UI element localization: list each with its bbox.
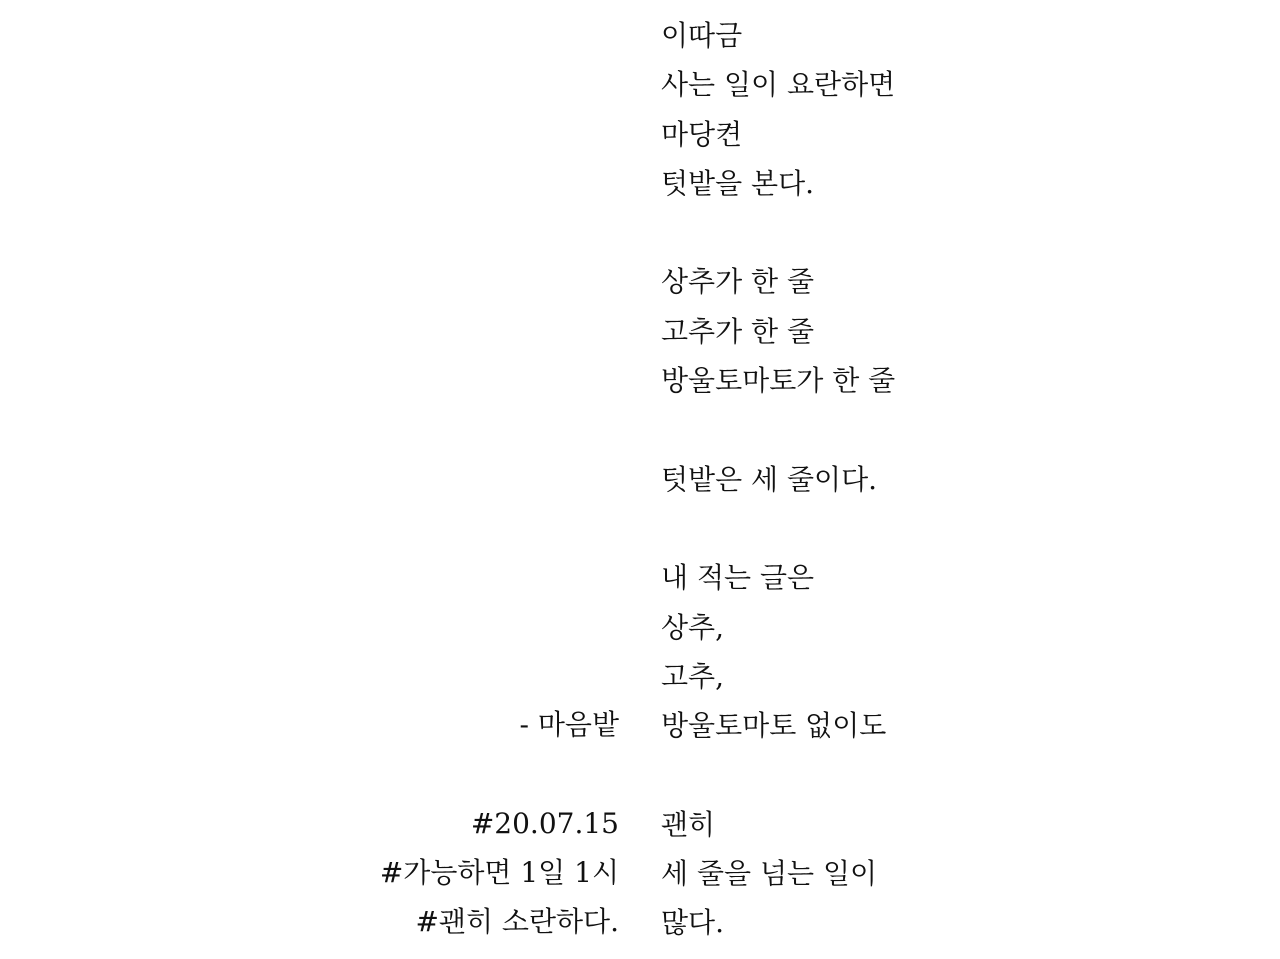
poem-line: 고추가 한 줄 (661, 314, 815, 348)
stanza-break (661, 750, 1221, 799)
meta-break (199, 749, 619, 798)
poem-line: 마당켠 (661, 117, 743, 151)
poem-line: 이따금 (661, 19, 743, 52)
poem-meta (199, 700, 619, 946)
poem-line: 괜히 (661, 807, 716, 841)
poem-hashtag: #가능하면 1일 1시 (379, 855, 619, 889)
poem-line: 고추, (661, 659, 724, 693)
poem-line: 방울토마토 없이도 (661, 709, 887, 743)
poem-date-tag: #20.07.15 (470, 806, 619, 840)
poem-line: 많다. (661, 906, 724, 940)
poem-line: 세 줄을 넘는 일이 (661, 857, 878, 891)
poem-line: 내 적는 글은 (661, 561, 815, 595)
poem-line: 상추가 한 줄 (661, 265, 815, 299)
poem-line: 상추, (661, 610, 724, 644)
stanza-break (661, 208, 1221, 257)
poem-hashtag: #괜히 소란하다. (415, 905, 619, 939)
poem-line: 텃밭은 세 줄이다. (661, 462, 878, 496)
poem-body (661, 11, 1221, 948)
stanza-break (661, 405, 1221, 454)
poem-line: 사는 일이 요란하면 (661, 68, 896, 102)
poem-title: - 마음밭 (519, 708, 619, 741)
poem-line: 방울토마토가 한 줄 (661, 364, 896, 398)
poem-line: 텃밭을 본다. (661, 166, 815, 200)
stanza-break (661, 504, 1221, 553)
